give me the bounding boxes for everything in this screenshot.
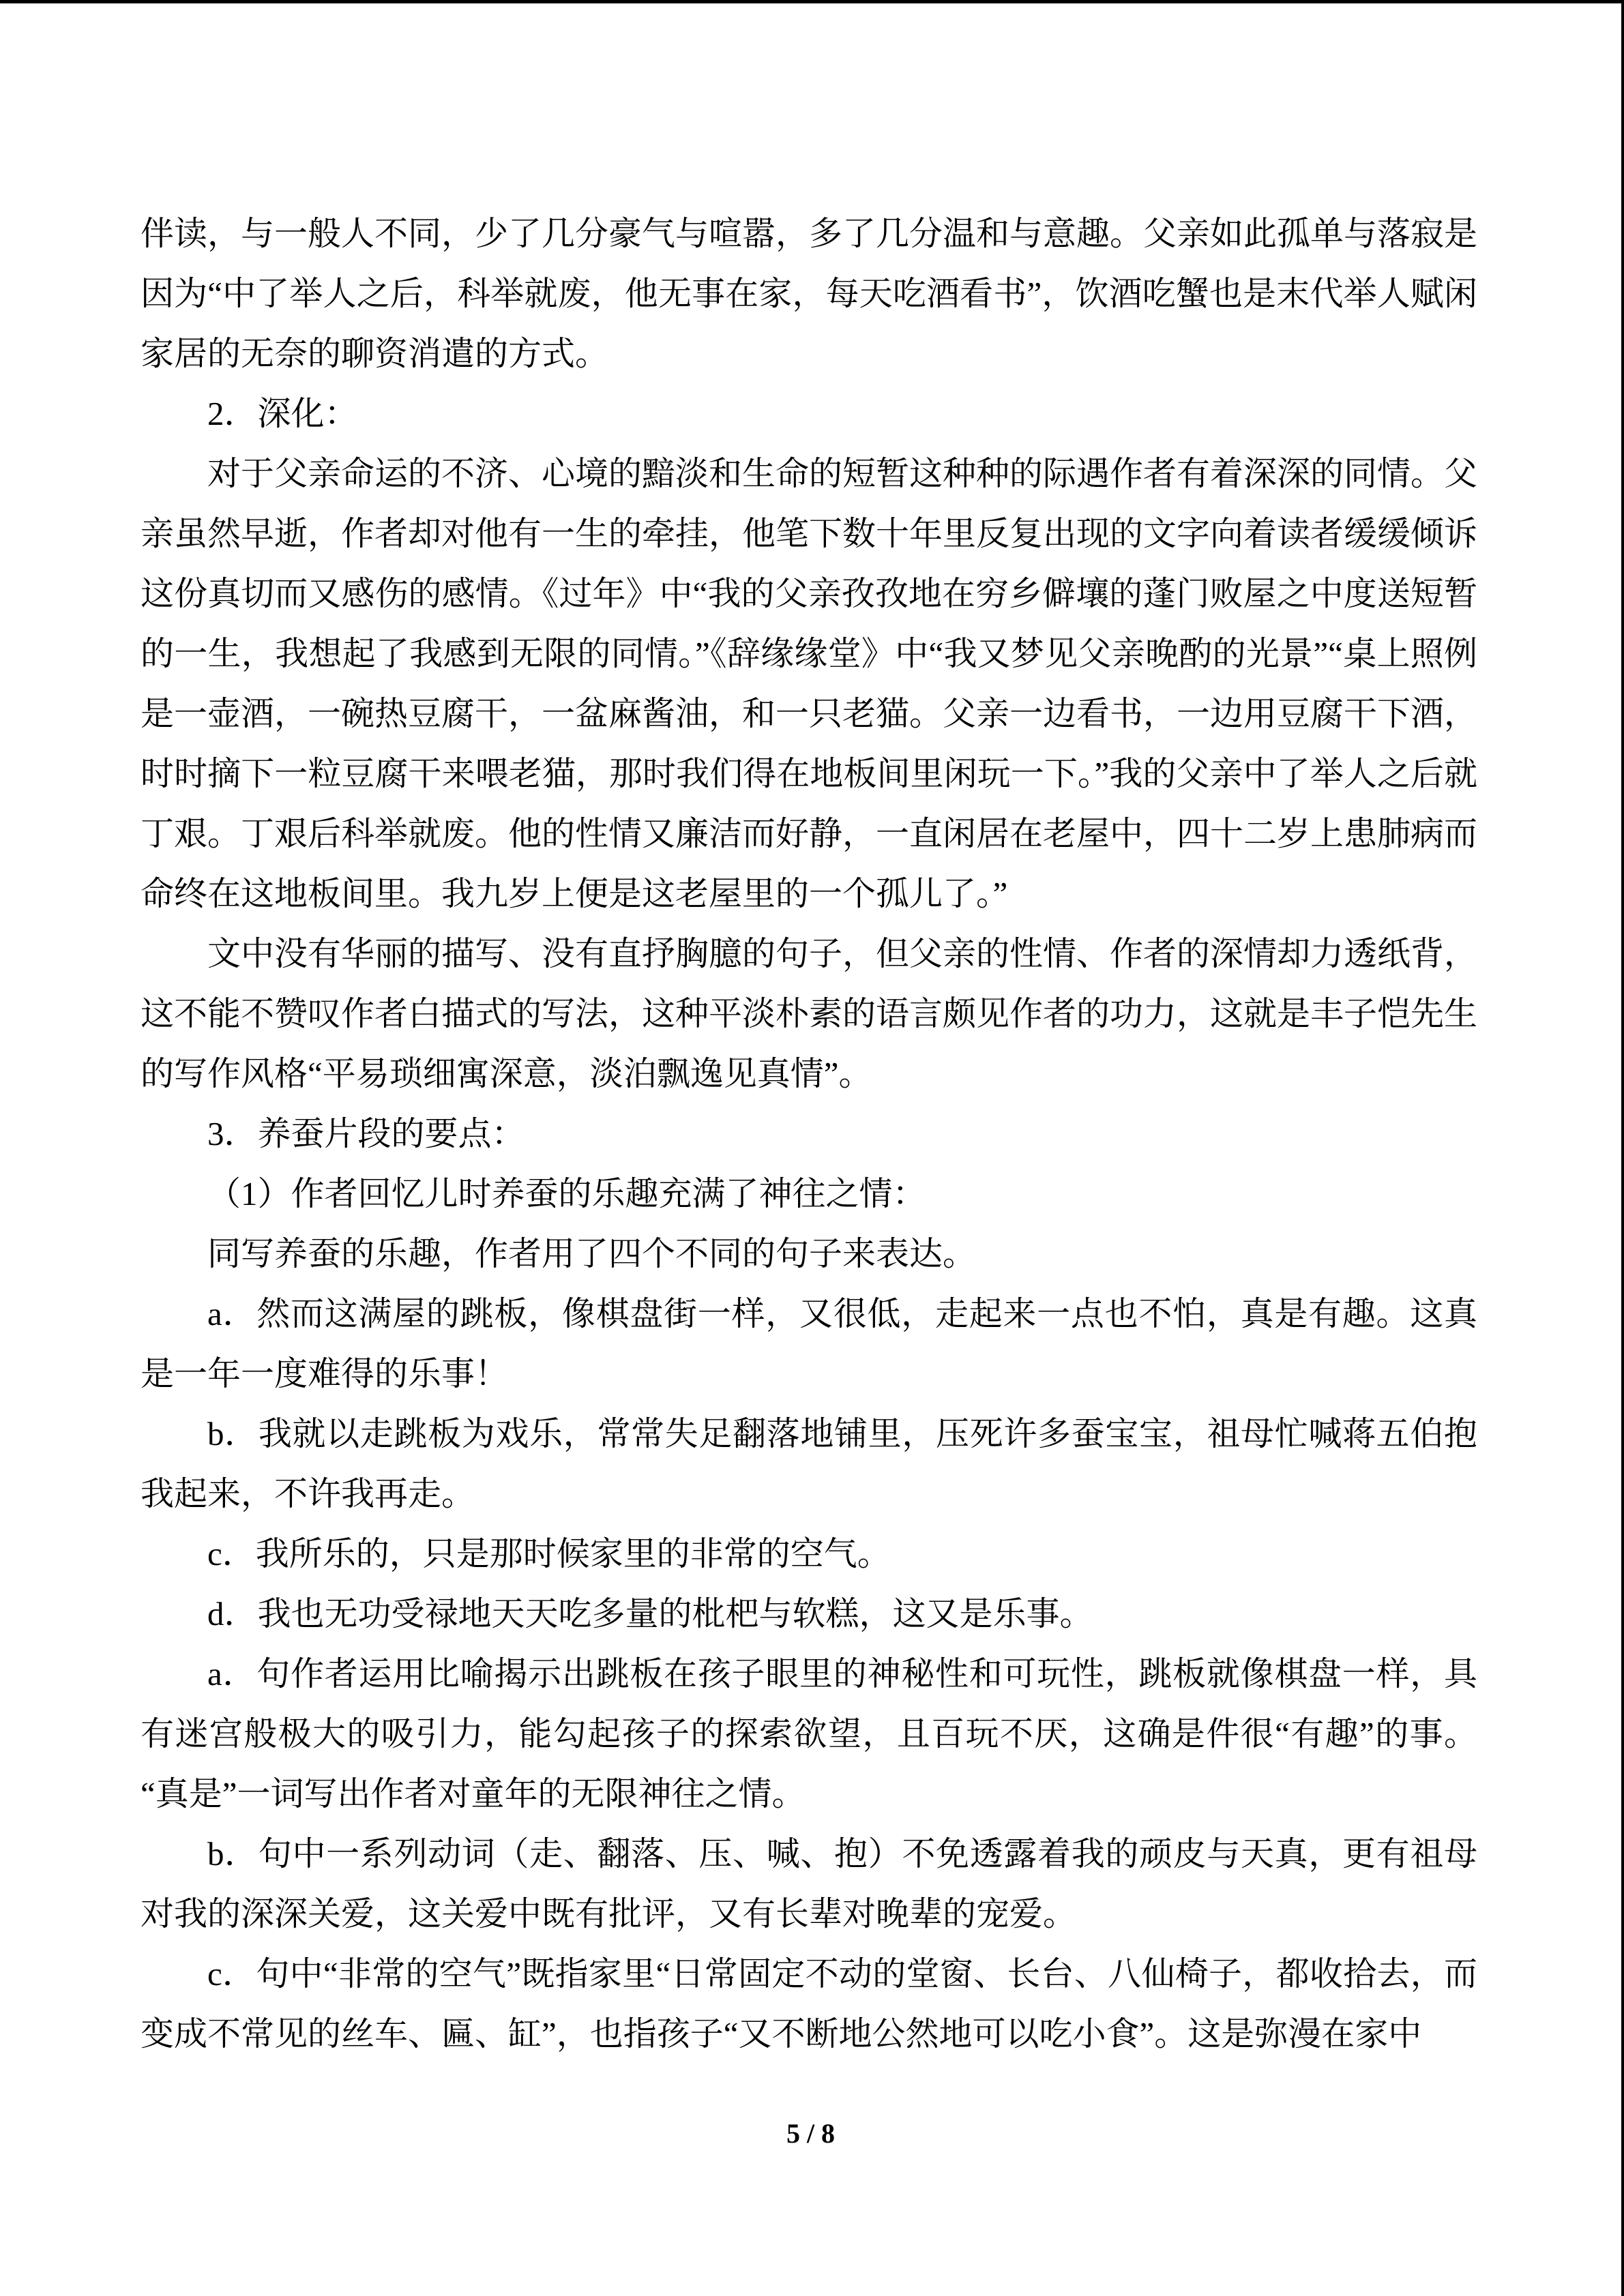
paragraph: c．我所乐的，只是那时候家里的非常的空气。 — [207, 1535, 891, 1572]
document-body — [141, 204, 1477, 2064]
page-top-border — [0, 0, 1624, 3]
paragraph: 伴读，与一般人不同，少了几分豪气与喧嚣，多了几分温和与意趣。父亲如此孤单与落寂是因为“中了举人之后，科举就废，他无事在家，每天吃酒看书”，饮酒吃蟹也是末代举人赋闲家居的无奈的聊资消遣的方式。 — [141, 215, 1478, 372]
paragraph: 文中没有华丽的描写、没有直抒胸臆的句子，但父亲的性情、作者的深情却力透纸背，这不能不赞叹作者白描式的写法，这种平淡朴素的语言颇见作者的功力，这就是丰子恺先生的写作风格“平易琐细寓深意，淡泊飘逸见真情”。 — [141, 935, 1478, 1092]
paragraph: （1）作者回忆儿时养蚕的乐趣充满了神往之情： — [207, 1175, 926, 1212]
page-number: 5 / 8 — [786, 2118, 836, 2149]
paragraph: d．我也无功受禄地天天吃多量的枇杷与软糕，这又是乐事。 — [207, 1595, 1093, 1632]
paragraph: b．我就以走跳板为戏乐，常常失足翻落地铺里，压死许多蚕宝宝，祖母忙喊蒋五伯抱我起来，不许我再走。 — [141, 1415, 1477, 1512]
paragraph: 3．养蚕片段的要点： — [207, 1115, 525, 1152]
paragraph: a．然而这满屋的跳板，像棋盘街一样，又很低，走起来一点也不怕，真是有趣。这真是一年一度难得的乐事！ — [141, 1295, 1477, 1392]
paragraph: 对于父亲命运的不济、心境的黯淡和生命的短暂这种种的际遇作者有着深深的同情。父亲虽然早逝，作者却对他有一生的牵挂，他笔下数十年里反复出现的文字向着读者缓缓倾诉这份真切而又感伤的感情。《过年》中“我的父亲孜孜地在穷乡僻壤的蓬门败屋之中度送短暂的一生，我想起了我感到无限的同情。”《辞缘缘堂》中“我又梦见父亲晚酌的光景”“桌上照例是一壶酒，一碗热豆腐干，一盆麻酱油，和一只老猫。父亲一边看书，一边用豆腐干下酒，时时摘下一粒豆腐干来喂老猫，那时我们得在地板间里闲玩一下。”我的父亲中了举人之后就丁艰。丁艰后科举就废。他的性情又廉洁而好静，一直闲居在老屋中，四十二岁上患肺病而命终在这地板间里。我九岁上便是这老屋里的一个孤儿了。” — [141, 455, 1478, 912]
paragraph: 同写养蚕的乐趣，作者用了四个不同的句子来表达。 — [207, 1235, 977, 1272]
paragraph: 2．深化： — [207, 395, 358, 432]
paragraph: b．句中一系列动词（走、翻落、压、喊、抱）不免透露着我的顽皮与天真，更有祖母对我的深深关爱，这关爱中既有批评，又有长辈对晚辈的宠爱。 — [141, 1835, 1477, 1933]
page-right-border — [1621, 0, 1624, 2296]
page-footer — [0, 2114, 1621, 2153]
paragraph: a．句作者运用比喻揭示出跳板在孩子眼里的神秘性和可玩性，跳板就像棋盘一样，具有迷宫般极大的吸引力，能勾起孩子的探索欲望，且百玩不厌，这确是件很“有趣”的事。“真是”一词写出作者对童年的无限神往之情。 — [141, 1655, 1477, 1813]
paragraph: c．句中“非常的空气”既指家里“日常固定不动的堂窗、长台、八仙椅子，都收拾去，而变成不常见的丝车、匾、缸”，也指孩子“又不断地公然地可以吃小食”。这是弥漫在家中 — [141, 1955, 1477, 2053]
